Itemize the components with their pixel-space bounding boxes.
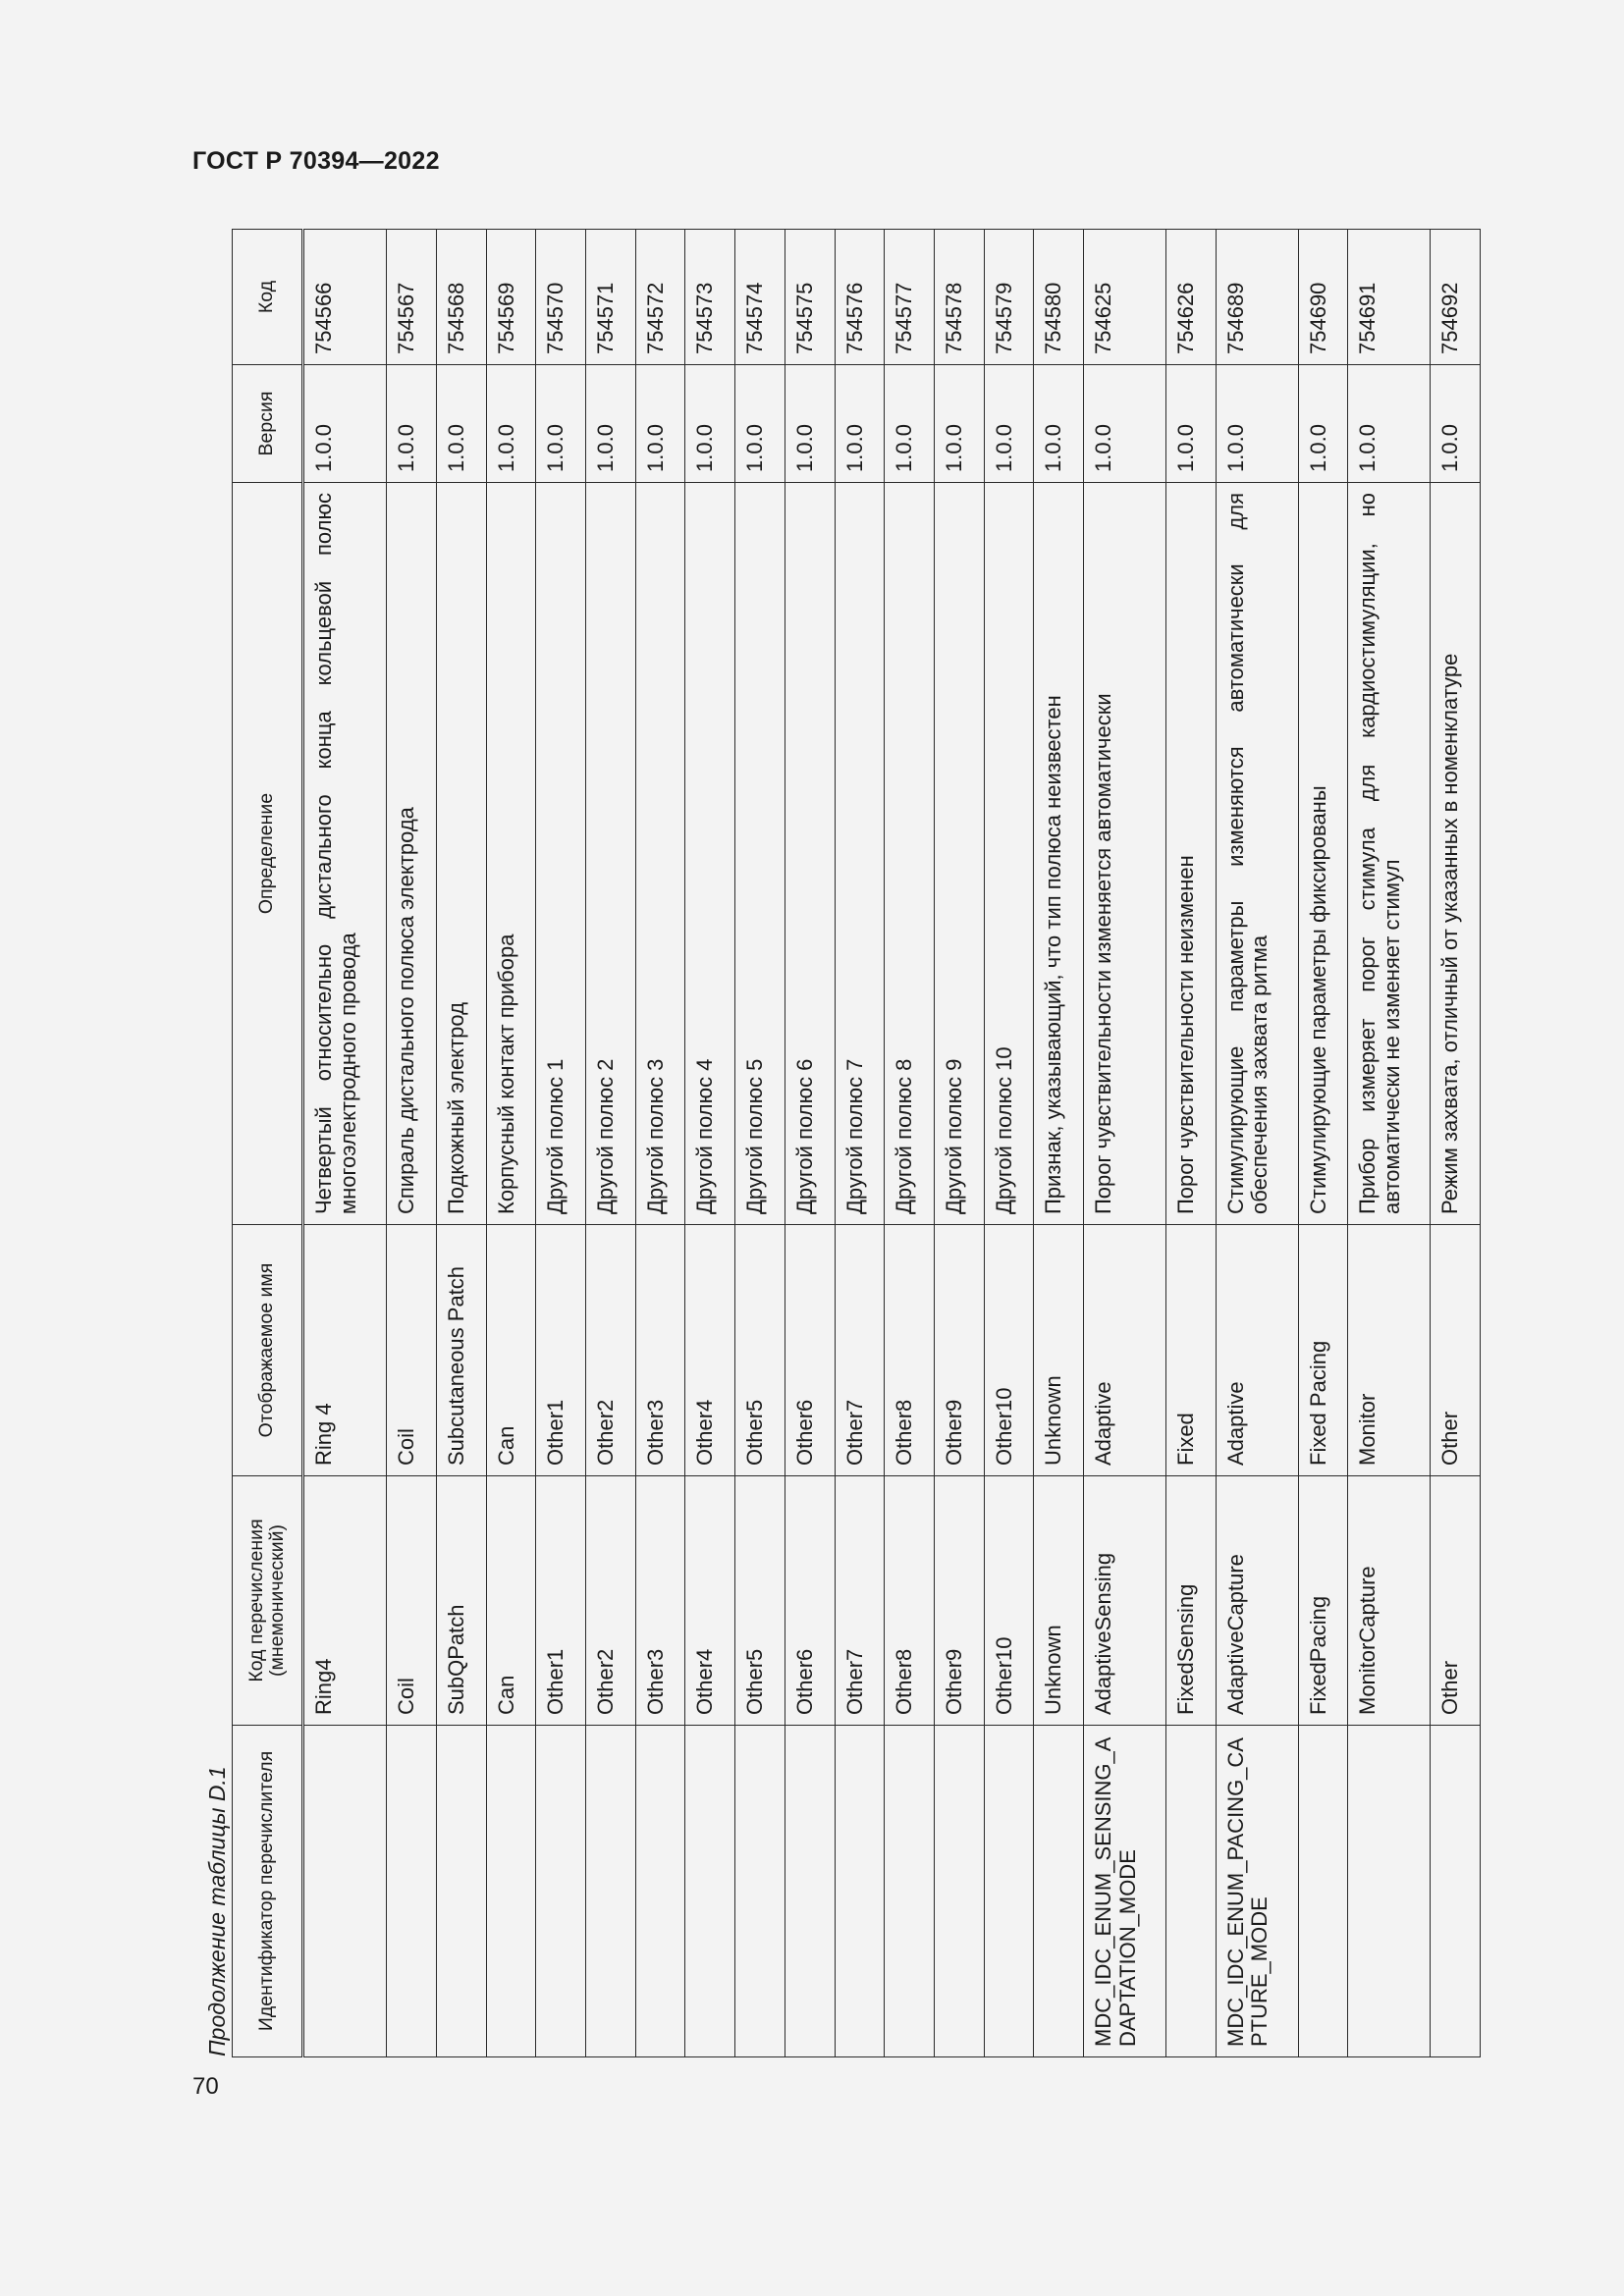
cell-definition: Порог чувствительности изменяется автоматически [1084,483,1166,1225]
cell-definition: Другой полюс 6 [785,483,835,1225]
header-enum-code: Код перечисления (мнемонический) [233,1476,303,1726]
cell-code: 754574 [735,230,785,365]
table-row [1348,230,1431,2057]
cell-identifier [835,1726,885,2057]
cell-enum-code: AdaptiveSensing [1084,1476,1166,1726]
table-row [436,230,486,2057]
cell-version: 1.0.0 [685,365,735,483]
cell-identifier [934,1726,984,2057]
cell-identifier [635,1726,685,2057]
cell-display-name: Unknown [1034,1225,1084,1476]
cell-version: 1.0.0 [303,365,387,483]
cell-definition: Корпусный контакт прибора [486,483,536,1225]
cell-identifier [885,1726,935,2057]
cell-identifier [735,1726,785,2057]
cell-code: 754573 [685,230,735,365]
cell-enum-code: Ring4 [303,1476,387,1726]
cell-code: 754575 [785,230,835,365]
cell-display-name: Adaptive [1084,1225,1166,1476]
cell-definition: Подкожный электрод [436,483,486,1225]
cell-enum-code: Other10 [984,1476,1034,1726]
cell-enum-code: Coil [387,1476,437,1726]
cell-enum-code: Other9 [934,1476,984,1726]
cell-version: 1.0.0 [984,365,1034,483]
cell-version: 1.0.0 [436,365,486,483]
table-row [984,230,1034,2057]
cell-version: 1.0.0 [835,365,885,483]
cell-version: 1.0.0 [486,365,536,483]
cell-display-name: Other7 [835,1225,885,1476]
cell-identifier [387,1726,437,2057]
table-row [1084,230,1166,2057]
cell-display-name: Fixed Pacing [1298,1225,1348,1476]
cell-version: 1.0.0 [735,365,785,483]
cell-enum-code: FixedSensing [1165,1476,1216,1726]
cell-code: 754571 [586,230,636,365]
cell-identifier [586,1726,636,2057]
header-display-name: Отображаемое имя [233,1225,303,1476]
cell-definition: Стимулирующие параметры изменяются автоматически для обеспечения захвата ритма [1216,483,1298,1225]
cell-code: 754579 [984,230,1034,365]
cell-code: 754691 [1348,230,1431,365]
cell-identifier [436,1726,486,2057]
cell-code: 754578 [934,230,984,365]
cell-code: 754568 [436,230,486,365]
cell-version: 1.0.0 [1165,365,1216,483]
cell-definition: Другой полюс 4 [685,483,735,1225]
cell-version: 1.0.0 [1348,365,1431,483]
cell-display-name: Monitor [1348,1225,1431,1476]
cell-display-name: Other10 [984,1225,1034,1476]
cell-enum-code: Other7 [835,1476,885,1726]
table-body [303,230,1481,2057]
cell-display-name: Adaptive [1216,1225,1298,1476]
cell-display-name: Subcutaneous Patch [436,1225,486,1476]
cell-identifier [1165,1726,1216,2057]
cell-definition: Другой полюс 1 [536,483,586,1225]
cell-identifier [303,1726,387,2057]
table-row [785,230,835,2057]
table-row [303,230,387,2057]
cell-code: 754690 [1298,230,1348,365]
rotated-table-container [232,230,1481,2057]
cell-enum-code: Other2 [586,1476,636,1726]
cell-display-name: Ring 4 [303,1225,387,1476]
table-caption: Продолжение таблицы D.1 [204,1766,230,2056]
table-row [885,230,935,2057]
cell-display-name: Other5 [735,1225,785,1476]
table-row [1431,230,1481,2057]
cell-identifier [1298,1726,1348,2057]
cell-version: 1.0.0 [387,365,437,483]
cell-display-name: Other [1431,1225,1481,1476]
table-row [835,230,885,2057]
cell-display-name: Coil [387,1225,437,1476]
cell-display-name: Other3 [635,1225,685,1476]
cell-version: 1.0.0 [785,365,835,483]
table-row [387,230,437,2057]
cell-definition: Другой полюс 10 [984,483,1034,1225]
table-row [536,230,586,2057]
table-row [1298,230,1348,2057]
header-code: Код [233,230,303,365]
table-row [1216,230,1298,2057]
header-version: Версия [233,365,303,483]
cell-display-name: Fixed [1165,1225,1216,1476]
cell-enum-code: Other3 [635,1476,685,1726]
cell-version: 1.0.0 [1034,365,1084,483]
cell-display-name: Other1 [536,1225,586,1476]
cell-display-name: Other9 [934,1225,984,1476]
cell-code: 754689 [1216,230,1298,365]
cell-enum-code: Other [1431,1476,1481,1726]
cell-display-name: Other6 [785,1225,835,1476]
cell-definition: Режим захвата, отличный от указанных в номенклатуре [1431,483,1481,1225]
cell-definition: Прибор измеряет порог стимула для кардиостимуляции, но автоматически не изменяет стимул [1348,483,1431,1225]
cell-code: 754580 [1034,230,1084,365]
cell-definition: Другой полюс 5 [735,483,785,1225]
cell-identifier [486,1726,536,2057]
cell-code: 754572 [635,230,685,365]
cell-identifier [685,1726,735,2057]
cell-identifier [785,1726,835,2057]
cell-version: 1.0.0 [586,365,636,483]
cell-code: 754567 [387,230,437,365]
cell-enum-code: MonitorCapture [1348,1476,1431,1726]
cell-identifier [984,1726,1034,2057]
table-row [685,230,735,2057]
table-row [635,230,685,2057]
table-row [934,230,984,2057]
cell-identifier [1431,1726,1481,2057]
cell-code: 754569 [486,230,536,365]
cell-code: 754566 [303,230,387,365]
cell-version: 1.0.0 [934,365,984,483]
cell-identifier [536,1726,586,2057]
cell-display-name: Other2 [586,1225,636,1476]
cell-definition: Спираль дистального полюса электрода [387,483,437,1225]
table-header-row [233,230,303,2057]
cell-enum-code: FixedPacing [1298,1476,1348,1726]
cell-code: 754576 [835,230,885,365]
cell-display-name: Can [486,1225,536,1476]
cell-enum-code: Other8 [885,1476,935,1726]
page-number: 70 [192,2073,219,2100]
table-row [1165,230,1216,2057]
cell-version: 1.0.0 [1084,365,1166,483]
cell-enum-code: Other4 [685,1476,735,1726]
cell-code: 754626 [1165,230,1216,365]
cell-version: 1.0.0 [1216,365,1298,483]
cell-version: 1.0.0 [635,365,685,483]
cell-version: 1.0.0 [1431,365,1481,483]
cell-code: 754625 [1084,230,1166,365]
cell-version: 1.0.0 [1298,365,1348,483]
cell-enum-code: Other1 [536,1476,586,1726]
cell-display-name: Other4 [685,1225,735,1476]
table-row [586,230,636,2057]
cell-enum-code: AdaptiveCapture [1216,1476,1298,1726]
cell-code: 754692 [1431,230,1481,365]
cell-definition: Другой полюс 2 [586,483,636,1225]
table-row [486,230,536,2057]
cell-definition: Признак, указывающий, что тип полюса неизвестен [1034,483,1084,1225]
cell-definition: Другой полюс 9 [934,483,984,1225]
cell-identifier: MDC_IDC_ENUM_PACING_CAPTURE_MODE [1216,1726,1298,2057]
table-row [1034,230,1084,2057]
cell-identifier: MDC_IDC_ENUM_SENSING_ADAPTATION_MODE [1084,1726,1166,2057]
cell-enum-code: Other5 [735,1476,785,1726]
cell-identifier [1348,1726,1431,2057]
cell-definition: Другой полюс 7 [835,483,885,1225]
header-identifier: Идентификатор перечислителя [233,1726,303,2057]
cell-enum-code: Other6 [785,1476,835,1726]
cell-code: 754577 [885,230,935,365]
cell-version: 1.0.0 [536,365,586,483]
enumeration-table [232,229,1481,2057]
cell-identifier [1034,1726,1084,2057]
cell-enum-code: SubQPatch [436,1476,486,1726]
cell-definition: Порог чувствительности неизменен [1165,483,1216,1225]
cell-definition: Другой полюс 8 [885,483,935,1225]
table-row [735,230,785,2057]
cell-display-name: Other8 [885,1225,935,1476]
cell-code: 754570 [536,230,586,365]
cell-enum-code: Unknown [1034,1476,1084,1726]
cell-definition: Стимулирующие параметры фиксированы [1298,483,1348,1225]
header-definition: Определение [233,483,303,1225]
cell-definition: Другой полюс 3 [635,483,685,1225]
cell-version: 1.0.0 [885,365,935,483]
document-header: ГОСТ Р 70394—2022 [192,147,440,175]
cell-enum-code: Can [486,1476,536,1726]
cell-definition: Четвертый относительно дистального конца кольцевой полюс многоэлектродного провода [303,483,387,1225]
